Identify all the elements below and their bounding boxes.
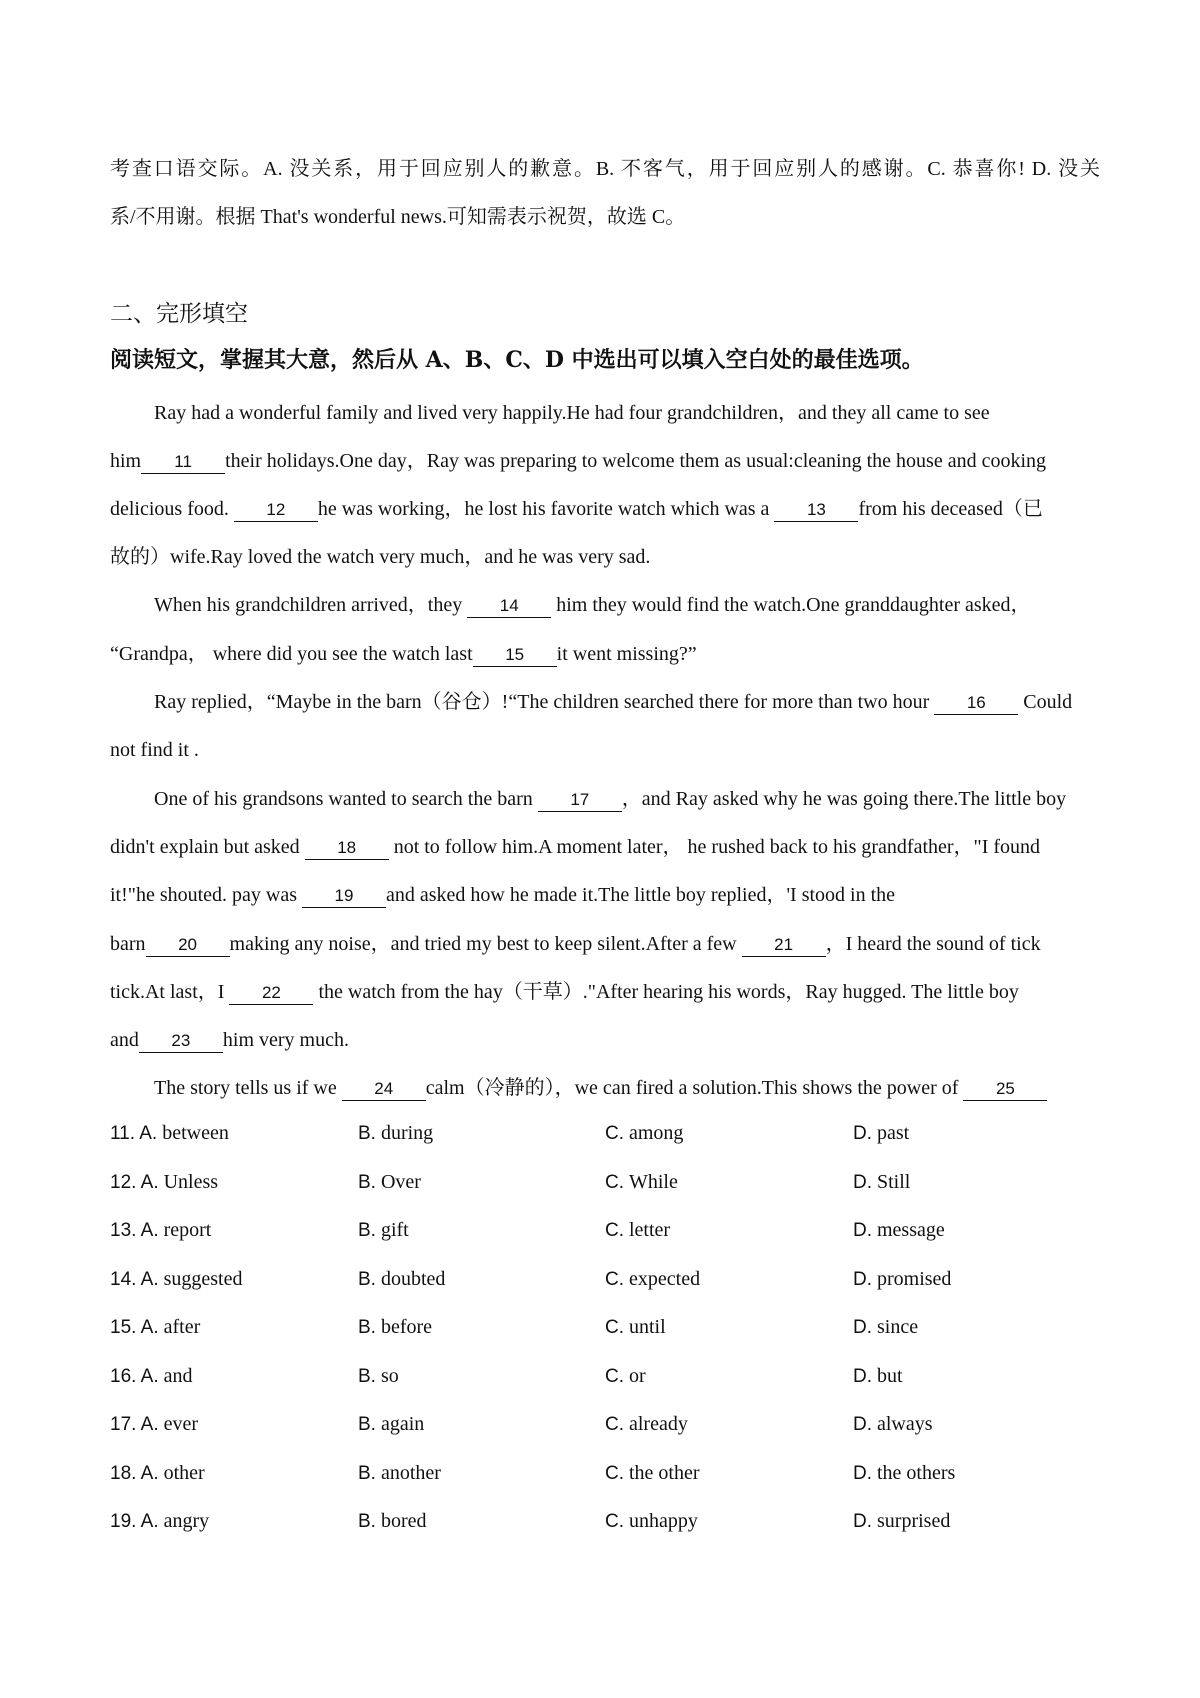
passage-text: “Grandpa， where did you see the watch last <box>110 643 473 665</box>
option-text: report <box>163 1219 212 1241</box>
section-title: 二、完形填空 <box>110 301 248 327</box>
option-b <box>358 1312 432 1343</box>
option-a <box>110 1118 229 1149</box>
option-label: B. <box>358 1220 376 1241</box>
option-text: ever <box>163 1413 199 1435</box>
option-row <box>110 1312 1100 1361</box>
option-text: unhappy <box>629 1510 698 1532</box>
option-label: B. <box>358 1268 376 1290</box>
option-a <box>110 1167 218 1198</box>
option-label: C. <box>605 1123 624 1144</box>
option-row <box>110 1506 1100 1555</box>
option-b <box>358 1264 445 1295</box>
option-a <box>110 1361 193 1392</box>
option-text: letter <box>629 1219 671 1241</box>
option-label: 17. A. <box>110 1414 159 1435</box>
passage-line <box>110 1025 1100 1055</box>
option-label: D. <box>853 1123 872 1144</box>
option-text: already <box>629 1413 688 1435</box>
option-label: D. <box>853 1414 872 1435</box>
option-text: always <box>877 1413 933 1435</box>
option-a <box>110 1506 209 1537</box>
blank-14: 14 <box>467 595 551 618</box>
option-d <box>853 1458 955 1489</box>
passage-text: and <box>110 1029 139 1051</box>
option-label: B. <box>358 1365 376 1387</box>
section-instruction: 阅读短文，掌握其大意，然后从 A、B、C、D 中选出可以填入空白处的最佳选项。 <box>110 347 924 373</box>
option-label: C. <box>605 1462 624 1484</box>
option-label: B. <box>358 1414 376 1435</box>
passage-text: The story tells us if we <box>154 1077 342 1099</box>
blank-23: 23 <box>139 1030 223 1053</box>
blank-13: 13 <box>774 499 858 522</box>
passage-text: barn <box>110 933 146 955</box>
passage-text: tick.At last，I <box>110 981 230 1003</box>
passage-text: not to follow him.A moment later， he rushed back to his grandfather，"I found <box>388 836 1041 858</box>
blank-17: 17 <box>538 789 622 812</box>
explanation-line-1: 考查口语交际。A. 没关系，用于回应别人的歉意。B. 不客气，用于回应别人的感谢。C. 恭喜你! D. 没关 <box>110 158 1100 180</box>
option-text: but <box>877 1364 903 1387</box>
passage-line: not find it . <box>110 739 199 761</box>
option-text: among <box>629 1122 684 1144</box>
option-a <box>110 1215 211 1246</box>
option-label: D. <box>853 1171 872 1193</box>
passage-text: it went missing?” <box>556 643 697 665</box>
passage-text: him <box>110 450 142 472</box>
passage-line <box>110 590 1144 620</box>
option-text: during <box>380 1122 434 1144</box>
option-text: again <box>380 1413 425 1435</box>
option-c <box>605 1458 700 1489</box>
passage-line <box>110 832 1100 862</box>
option-text: other <box>163 1461 205 1484</box>
option-text: the other <box>629 1461 700 1484</box>
blank-24: 24 <box>342 1078 426 1101</box>
option-text: While <box>629 1170 678 1193</box>
option-d <box>853 1215 945 1246</box>
passage-text: it!"he shouted. pay was <box>110 884 303 906</box>
option-c <box>605 1312 666 1343</box>
option-text: promised <box>877 1267 952 1290</box>
options-list <box>110 1118 1100 1555</box>
option-d <box>853 1506 950 1537</box>
option-d <box>853 1167 910 1198</box>
option-c <box>605 1409 688 1440</box>
option-label: 12. A. <box>110 1171 159 1193</box>
blank-16: 16 <box>934 692 1018 715</box>
passage-line <box>110 977 1100 1007</box>
passage-text: Could <box>1018 691 1073 713</box>
option-c <box>605 1506 698 1537</box>
option-label: C. <box>605 1317 624 1338</box>
option-label: 16. A. <box>110 1365 159 1387</box>
option-c <box>605 1118 683 1149</box>
option-label: B. <box>358 1317 376 1338</box>
passage-text: ，and Ray asked why he was going there.The little boy <box>621 788 1067 810</box>
option-label: C. <box>605 1365 624 1387</box>
passage-text: making any noise，and tried my best to keep silent.After a few <box>229 933 742 955</box>
option-label: D. <box>853 1365 872 1387</box>
passage-text: him they would find the watch.One granddaughter asked， <box>551 594 1031 616</box>
passage-text: him very much. <box>222 1029 349 1051</box>
passage-line <box>110 880 1100 910</box>
option-text: between <box>162 1122 229 1144</box>
option-label: 13. A. <box>110 1220 159 1241</box>
passage-line <box>110 494 1100 524</box>
option-label: 15. A. <box>110 1317 159 1338</box>
option-c <box>605 1264 700 1295</box>
option-b <box>358 1167 421 1198</box>
option-c <box>605 1361 646 1392</box>
option-row <box>110 1458 1100 1507</box>
option-d <box>853 1409 933 1440</box>
option-label: C. <box>605 1220 624 1241</box>
option-label: D. <box>853 1317 872 1338</box>
option-text: doubted <box>380 1267 446 1290</box>
passage-text: One of his grandsons wanted to search the barn <box>154 788 538 810</box>
blank-15: 15 <box>473 644 557 667</box>
blank-11: 11 <box>141 451 225 474</box>
option-row <box>110 1167 1100 1216</box>
option-label: 18. A. <box>110 1462 159 1484</box>
option-text: gift <box>380 1219 409 1241</box>
passage-text: didn't explain but asked <box>110 836 305 858</box>
passage-line <box>110 446 1100 476</box>
option-d <box>853 1264 951 1295</box>
option-label: D. <box>853 1462 872 1484</box>
option-label: C. <box>605 1171 624 1193</box>
option-row <box>110 1361 1100 1410</box>
passage-text: delicious food. <box>110 498 234 520</box>
passage-line <box>110 1073 1144 1103</box>
passage-text: calm（冷静的），we can fired a solution.This shows the power of <box>425 1077 964 1099</box>
option-label: B. <box>358 1462 376 1484</box>
passage-line <box>110 687 1144 717</box>
blank-21: 21 <box>742 934 826 957</box>
option-label: 11. A. <box>110 1123 158 1144</box>
option-label: B. <box>358 1123 376 1144</box>
passage-line <box>110 784 1144 814</box>
passage-text: he was working，he lost his favorite watch which was a <box>317 498 775 520</box>
passage-line <box>110 639 1100 669</box>
option-b <box>358 1361 399 1392</box>
option-b <box>358 1506 427 1537</box>
option-b <box>358 1409 424 1440</box>
passage-line: Ray had a wonderful family and lived very happily.He had four grandchildren，and they all came to see <box>154 402 990 424</box>
option-text: Still <box>877 1170 911 1193</box>
passage-line <box>110 929 1100 959</box>
blank-25: 25 <box>963 1078 1047 1101</box>
option-label: D. <box>853 1511 872 1532</box>
option-label: 19. A. <box>110 1511 159 1532</box>
option-text: or <box>629 1364 646 1387</box>
explanation-line-2: 系/不用谢。根据 That's wonderful news.可知需表示祝贺，故选 C。 <box>110 206 686 228</box>
blank-12: 12 <box>234 499 318 522</box>
option-text: another <box>380 1461 441 1484</box>
option-d <box>853 1361 903 1392</box>
passage-text: When his grandchildren arrived，they <box>154 594 468 616</box>
option-label: D. <box>853 1268 872 1290</box>
option-text: so <box>380 1364 399 1387</box>
option-label: C. <box>605 1414 624 1435</box>
passage-text: from his deceased（已 <box>858 498 1043 520</box>
option-row <box>110 1264 1100 1313</box>
option-text: suggested <box>163 1267 243 1290</box>
blank-22: 22 <box>229 982 313 1005</box>
blank-20: 20 <box>146 934 230 957</box>
option-text: and <box>163 1364 193 1387</box>
passage-text: and asked how he made it.The little boy replied，'I stood in the <box>386 884 896 906</box>
blank-19: 19 <box>302 885 386 908</box>
option-b <box>358 1118 433 1149</box>
option-c <box>605 1167 678 1198</box>
option-d <box>853 1118 909 1149</box>
passage-text: Ray replied，“Maybe in the barn（谷仓）!“The children searched there for more than two hour <box>154 691 935 713</box>
option-text: until <box>629 1316 666 1338</box>
passage-text: their holidays.One day，Ray was preparing to welcome them as usual:cleaning the house and cooking <box>225 450 1047 472</box>
option-c <box>605 1215 670 1246</box>
passage-text: ，I heard the sound of tick <box>825 933 1041 955</box>
option-text: Unless <box>163 1170 219 1193</box>
passage-line: 故的）wife.Ray loved the watch very much，and he was very sad. <box>110 546 651 568</box>
option-d <box>853 1312 918 1343</box>
option-text: Over <box>380 1170 421 1193</box>
option-a <box>110 1458 205 1489</box>
option-row <box>110 1409 1100 1458</box>
option-label: D. <box>853 1220 872 1241</box>
option-text: since <box>877 1316 919 1338</box>
option-text: the others <box>877 1461 956 1484</box>
option-label: 14. A. <box>110 1268 159 1290</box>
option-text: expected <box>629 1267 701 1290</box>
option-label: B. <box>358 1511 376 1532</box>
option-label: C. <box>605 1511 624 1532</box>
option-label: B. <box>358 1171 376 1193</box>
option-text: past <box>877 1122 910 1144</box>
option-text: bored <box>380 1510 427 1532</box>
option-text: angry <box>163 1510 210 1532</box>
option-a <box>110 1312 200 1343</box>
option-b <box>358 1458 441 1489</box>
option-text: surprised <box>877 1510 951 1532</box>
option-text: after <box>163 1316 201 1338</box>
option-label: C. <box>605 1268 624 1290</box>
option-a <box>110 1409 198 1440</box>
option-a <box>110 1264 243 1295</box>
option-b <box>358 1215 409 1246</box>
option-row <box>110 1215 1100 1264</box>
passage-text: the watch from the hay（干草）."After hearing his words，Ray hugged. The little boy <box>313 981 1019 1003</box>
option-text: before <box>380 1316 433 1338</box>
option-row <box>110 1118 1100 1167</box>
option-text: message <box>877 1219 945 1241</box>
blank-18: 18 <box>305 837 389 860</box>
